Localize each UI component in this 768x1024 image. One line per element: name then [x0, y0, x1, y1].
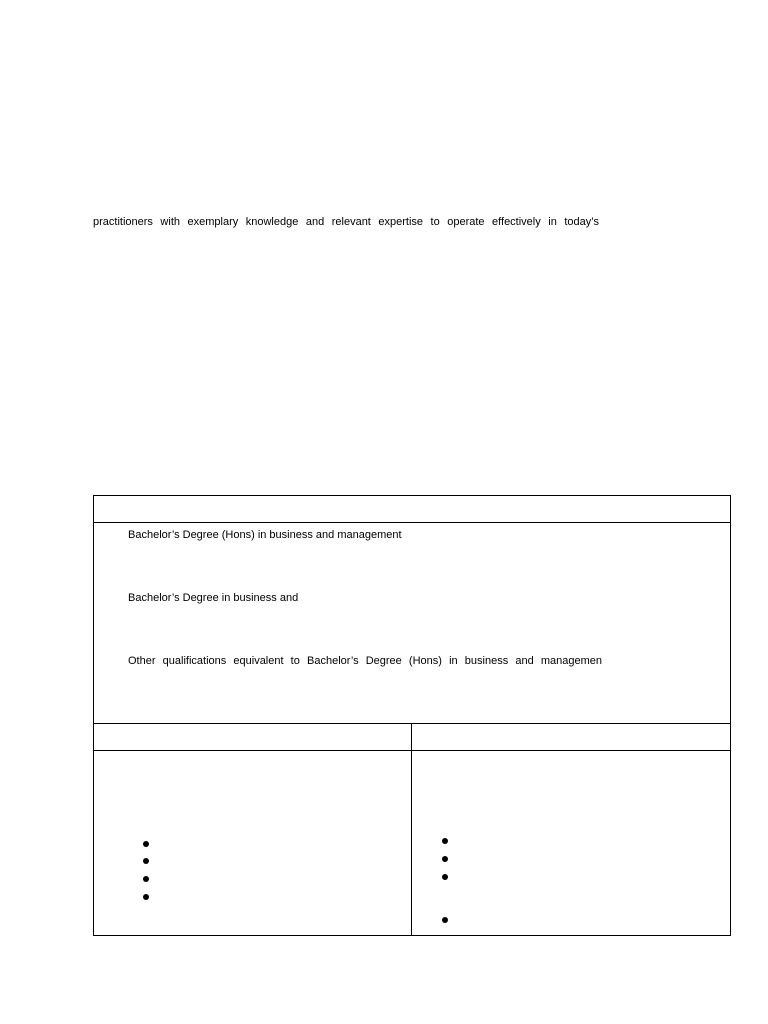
bullet-icon	[442, 874, 448, 880]
table-outer-border	[93, 495, 731, 936]
bullet-icon	[442, 917, 448, 923]
table-columns-header-divider	[93, 750, 731, 751]
qualification-hons-degree: Bachelor’s Degree (Hons) in business and management	[128, 529, 402, 541]
bullet-icon	[442, 838, 448, 844]
bullet-icon	[143, 858, 149, 864]
bullet-icon	[442, 856, 448, 862]
table-header-divider	[93, 522, 731, 523]
qualification-bachelor-degree: Bachelor’s Degree in business and	[128, 592, 299, 604]
bullet-icon	[143, 894, 149, 900]
qualification-equivalent: Other qualifications equivalent to Bachelor’s Degree (Hons) in business and managemen	[128, 655, 602, 667]
table-column-separator	[411, 723, 412, 935]
bullet-icon	[143, 876, 149, 882]
intro-paragraph-line: practitioners with exemplary knowledge and relevant expertise to operate effectively in today’s	[93, 216, 599, 228]
bullet-icon	[143, 841, 149, 847]
table-columns-top-divider	[93, 723, 731, 724]
